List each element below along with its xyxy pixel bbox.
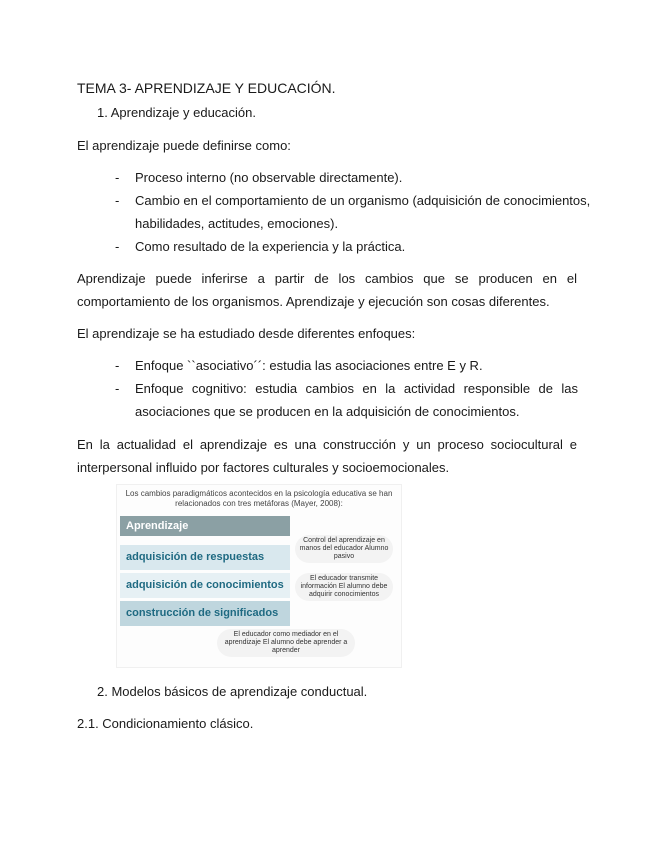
bullet-dash: -: [115, 170, 120, 185]
figure-caption: Los cambios paradigmáticos acontecidos en la psicología educativa se han relacionados con tres metáforas (Mayer, 2008):: [125, 489, 393, 508]
approach-item-2-cont: asociaciones que se producen en la adquisición de conocimientos.: [135, 404, 520, 419]
metaphor-label-1: adquisición de respuestas: [126, 551, 265, 563]
learning-metaphors-figure: [116, 484, 402, 668]
section-heading-2-1: 2.1. Condicionamiento clásico.: [77, 716, 254, 731]
definition-item-2: Cambio en el comportamiento de un organismo (adquisición de conocimientos,: [135, 193, 591, 208]
metaphor-bar-2: [120, 573, 290, 598]
metaphor-label-2: adquisición de conocimientos: [126, 579, 284, 591]
metaphor-label-3: construcción de significados: [126, 607, 279, 619]
paragraph-1-line-1: Aprendizaje puede inferirse a partir de los cambios que se producen en el: [77, 271, 577, 286]
figure-header-label: Aprendizaje: [126, 520, 189, 532]
section-heading-1: 1. Aprendizaje y educación.: [97, 105, 256, 120]
note-cloud-1: Control del aprendizaje en manos del educador Alumno pasivo: [295, 535, 393, 563]
paragraph-2-line-1: En la actualidad el aprendizaje es una construcción y un proceso sociocultural e: [77, 437, 577, 452]
bullet-dash: -: [115, 239, 120, 254]
definition-item-2-cont: habilidades, actitudes, emociones).: [135, 216, 339, 231]
approach-item-2: Enfoque cognitivo: estudia cambios en la actividad responsible de las: [135, 381, 578, 396]
metaphor-bar-1: [120, 545, 290, 570]
metaphor-bar-3: [120, 601, 290, 626]
figure-header-bar: [120, 516, 290, 536]
approaches-intro: El aprendizaje se ha estudiado desde diferentes enfoques:: [77, 326, 416, 341]
bullet-dash: -: [115, 358, 120, 373]
intro-text: El aprendizaje puede definirse como:: [77, 138, 291, 153]
note-cloud-2: El educador transmite información El alumno debe adquirir conocimientos: [295, 573, 393, 601]
approach-item-1: Enfoque ``asociativo´´: estudia las asociaciones entre E y R.: [135, 358, 483, 373]
definition-item-3: Como resultado de la experiencia y la práctica.: [135, 239, 406, 254]
document-title: TEMA 3- APRENDIZAJE Y EDUCACIÓN.: [77, 80, 336, 96]
bullet-dash: -: [115, 193, 120, 208]
paragraph-2-line-2: interpersonal influido por factores culturales y socioemocionales.: [77, 460, 450, 475]
note-cloud-3: El educador como mediador en el aprendizaje El alumno debe aprender a aprender: [217, 629, 355, 657]
section-heading-2: 2. Modelos básicos de aprendizaje conductual.: [97, 684, 368, 699]
bullet-dash: -: [115, 381, 120, 396]
definition-item-1: Proceso interno (no observable directamente).: [135, 170, 403, 185]
paragraph-1-line-2: comportamiento de los organismos. Aprendizaje y ejecución son cosas diferentes.: [77, 294, 550, 309]
